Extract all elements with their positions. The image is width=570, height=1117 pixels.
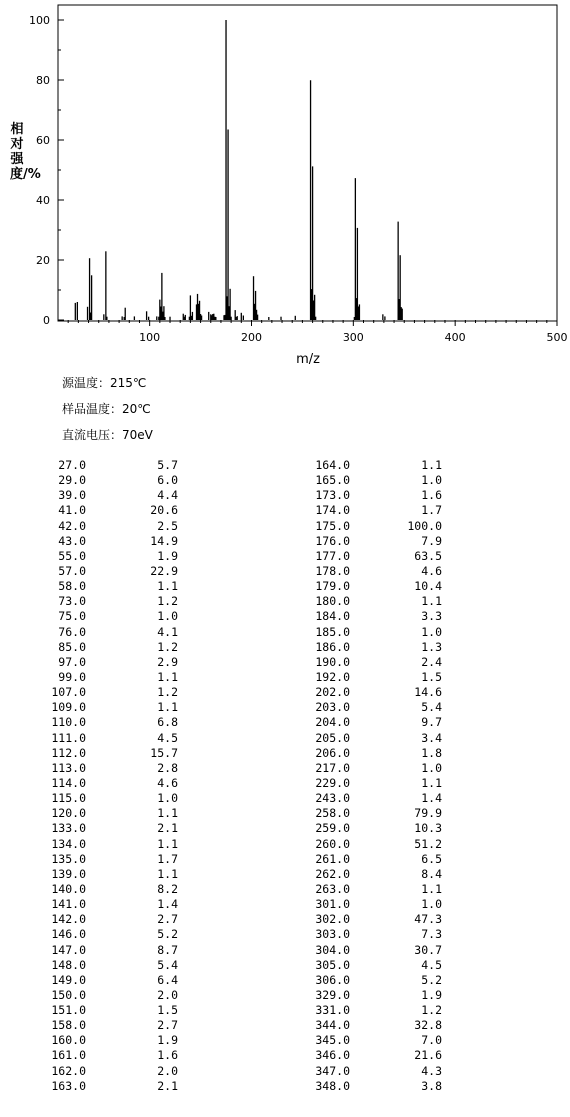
peak-table-row bbox=[48, 988, 188, 1003]
peak-mz-value: 306.0 bbox=[315, 972, 350, 987]
peak-mz-value: 202.0 bbox=[315, 685, 350, 700]
peak-intensity-value: 1.0 bbox=[421, 760, 442, 775]
peak-intensity-value: 8.7 bbox=[157, 942, 178, 957]
peak-intensity-value: 4.6 bbox=[421, 563, 442, 578]
peak-mz-value: 174.0 bbox=[315, 503, 350, 518]
peak-table-row bbox=[48, 685, 188, 700]
peak-table-row bbox=[312, 1048, 452, 1063]
x-tick-label: 400 bbox=[444, 331, 466, 344]
peak-mz-value: 176.0 bbox=[315, 533, 350, 548]
peak-mz-value: 346.0 bbox=[315, 1048, 350, 1063]
peak-intensity-value: 1.1 bbox=[421, 594, 442, 609]
peak-intensity-value: 1.6 bbox=[157, 1048, 178, 1063]
peak-table-row bbox=[48, 806, 188, 821]
peak-table-row bbox=[312, 700, 452, 715]
peak-table-row bbox=[48, 791, 188, 806]
peak-table-row bbox=[48, 534, 188, 549]
peak-mz-value: 55.0 bbox=[58, 548, 86, 563]
peak-table-row bbox=[48, 746, 188, 761]
peak-mz-value: 160.0 bbox=[51, 1033, 86, 1048]
peak-table-row bbox=[48, 579, 188, 594]
peak-intensity-value: 100.0 bbox=[407, 518, 442, 533]
peak-table-row bbox=[48, 715, 188, 730]
peak-table-row bbox=[312, 519, 452, 534]
peak-mz-value: 205.0 bbox=[315, 730, 350, 745]
peak-mz-value: 229.0 bbox=[315, 775, 350, 790]
peak-intensity-value: 1.5 bbox=[421, 669, 442, 684]
peak-table-row bbox=[48, 761, 188, 776]
peak-mz-value: 190.0 bbox=[315, 654, 350, 669]
peak-intensity-value: 1.9 bbox=[421, 987, 442, 1002]
peak-table-row bbox=[48, 882, 188, 897]
peak-mz-value: 261.0 bbox=[315, 851, 350, 866]
peak-table-row bbox=[312, 791, 452, 806]
peak-intensity-value: 2.0 bbox=[157, 987, 178, 1002]
peak-intensity-value: 30.7 bbox=[414, 942, 442, 957]
peak-mz-value: 133.0 bbox=[51, 821, 86, 836]
peak-table-row bbox=[48, 1033, 188, 1048]
peak-intensity-value: 1.4 bbox=[421, 791, 442, 806]
peak-intensity-value: 5.4 bbox=[421, 700, 442, 715]
peak-table-row bbox=[312, 625, 452, 640]
peak-table-row bbox=[48, 609, 188, 624]
peak-mz-value: 29.0 bbox=[58, 473, 86, 488]
peak-intensity-value: 2.7 bbox=[157, 912, 178, 927]
peak-table-row bbox=[48, 564, 188, 579]
peak-mz-value: 110.0 bbox=[51, 715, 86, 730]
peak-mz-value: 140.0 bbox=[51, 881, 86, 896]
peak-intensity-value: 1.2 bbox=[421, 1003, 442, 1018]
peak-mz-value: 27.0 bbox=[58, 458, 86, 472]
peak-mz-value: 135.0 bbox=[51, 851, 86, 866]
peak-table-row bbox=[312, 958, 452, 973]
peak-table-row bbox=[312, 685, 452, 700]
peak-mz-value: 301.0 bbox=[315, 897, 350, 912]
peak-mz-value: 243.0 bbox=[315, 791, 350, 806]
peak-intensity-value: 47.3 bbox=[414, 912, 442, 927]
peak-intensity-value: 1.1 bbox=[157, 866, 178, 881]
peak-table-row bbox=[312, 1018, 452, 1033]
peak-mz-value: 203.0 bbox=[315, 700, 350, 715]
peak-mz-value: 206.0 bbox=[315, 745, 350, 760]
peak-mz-value: 165.0 bbox=[315, 473, 350, 488]
peak-table-row bbox=[48, 655, 188, 670]
peak-mz-value: 260.0 bbox=[315, 836, 350, 851]
peak-table-row bbox=[312, 806, 452, 821]
peak-intensity-value: 1.0 bbox=[421, 624, 442, 639]
x-tick-label: 500 bbox=[546, 331, 568, 344]
peak-table-row bbox=[48, 1064, 188, 1079]
peak-intensity-value: 9.7 bbox=[421, 715, 442, 730]
peak-table-row bbox=[312, 761, 452, 776]
peak-mz-value: 75.0 bbox=[58, 609, 86, 624]
peak-intensity-value: 1.9 bbox=[157, 548, 178, 563]
peak-intensity-value: 2.1 bbox=[157, 821, 178, 836]
peak-table-row bbox=[48, 640, 188, 655]
peak-table-row bbox=[312, 564, 452, 579]
peak-mz-value: 163.0 bbox=[51, 1078, 86, 1093]
peak-table-row bbox=[48, 519, 188, 534]
peak-table-row bbox=[48, 852, 188, 867]
peak-table-row bbox=[48, 1018, 188, 1033]
peak-mz-value: 305.0 bbox=[315, 957, 350, 972]
peak-intensity-value: 7.0 bbox=[421, 1033, 442, 1048]
peak-intensity-value: 1.1 bbox=[157, 700, 178, 715]
peak-intensity-value: 1.1 bbox=[157, 669, 178, 684]
peak-mz-value: 173.0 bbox=[315, 488, 350, 503]
peak-intensity-value: 2.8 bbox=[157, 760, 178, 775]
peak-table-row bbox=[312, 912, 452, 927]
peak-mz-value: 43.0 bbox=[58, 533, 86, 548]
peak-table-row bbox=[48, 958, 188, 973]
peak-intensity-value: 3.4 bbox=[421, 730, 442, 745]
peak-mz-value: 180.0 bbox=[315, 594, 350, 609]
peak-mz-value: 142.0 bbox=[51, 912, 86, 927]
peak-mz-value: 73.0 bbox=[58, 594, 86, 609]
peak-table-row bbox=[48, 731, 188, 746]
peak-intensity-value: 1.1 bbox=[421, 458, 442, 472]
dc-voltage: 直流电压：70eV bbox=[62, 428, 153, 442]
peak-mz-value: 262.0 bbox=[315, 866, 350, 881]
peak-intensity-value: 4.5 bbox=[157, 730, 178, 745]
peak-table-row bbox=[48, 503, 188, 518]
peak-intensity-value: 14.6 bbox=[414, 685, 442, 700]
peak-table-row bbox=[312, 943, 452, 958]
peak-table-row bbox=[312, 594, 452, 609]
peak-table-row bbox=[48, 458, 188, 473]
peak-table-row bbox=[48, 1003, 188, 1018]
peak-table-row bbox=[48, 594, 188, 609]
peak-table-row bbox=[312, 897, 452, 912]
peak-intensity-value: 1.4 bbox=[157, 897, 178, 912]
peak-intensity-value: 63.5 bbox=[414, 548, 442, 563]
peak-intensity-value: 1.7 bbox=[421, 503, 442, 518]
peak-intensity-value: 79.9 bbox=[414, 806, 442, 821]
peak-table-row bbox=[48, 488, 188, 503]
peak-mz-value: 179.0 bbox=[315, 579, 350, 594]
peak-mz-value: 42.0 bbox=[58, 518, 86, 533]
peak-intensity-value: 6.5 bbox=[421, 851, 442, 866]
peak-table-row bbox=[48, 821, 188, 836]
peak-intensity-value: 3.3 bbox=[421, 609, 442, 624]
peak-table-row bbox=[312, 973, 452, 988]
peak-table-row bbox=[312, 776, 452, 791]
peak-mz-value: 141.0 bbox=[51, 897, 86, 912]
peak-intensity-value: 1.1 bbox=[157, 806, 178, 821]
peak-intensity-value: 1.0 bbox=[157, 609, 178, 624]
peak-intensity-value: 4.5 bbox=[421, 957, 442, 972]
peak-mz-value: 164.0 bbox=[315, 458, 350, 472]
peak-mz-value: 162.0 bbox=[51, 1063, 86, 1078]
x-tick-label: 300 bbox=[342, 331, 364, 344]
peak-mz-value: 258.0 bbox=[315, 806, 350, 821]
peak-table-row bbox=[48, 670, 188, 685]
peak-table-row bbox=[312, 488, 452, 503]
peak-mz-value: 107.0 bbox=[51, 685, 86, 700]
peak-table-row bbox=[48, 973, 188, 988]
peak-intensity-value: 1.2 bbox=[157, 639, 178, 654]
y-tick-label: 60 bbox=[36, 134, 50, 147]
peak-intensity-value: 4.6 bbox=[157, 775, 178, 790]
peak-table-row bbox=[312, 579, 452, 594]
y-tick-label: 0 bbox=[43, 314, 50, 327]
peak-intensity-value: 1.5 bbox=[157, 1003, 178, 1018]
peak-mz-value: 158.0 bbox=[51, 1018, 86, 1033]
peak-table-row bbox=[312, 1033, 452, 1048]
peak-intensity-value: 10.4 bbox=[414, 579, 442, 594]
peak-mz-value: 97.0 bbox=[58, 654, 86, 669]
peak-mz-value: 263.0 bbox=[315, 881, 350, 896]
peak-intensity-value: 2.1 bbox=[157, 1078, 178, 1093]
peak-mz-value: 348.0 bbox=[315, 1078, 350, 1093]
peak-table-row bbox=[48, 625, 188, 640]
peak-mz-value: 148.0 bbox=[51, 957, 86, 972]
peak-table-row bbox=[48, 549, 188, 564]
peak-mz-value: 185.0 bbox=[315, 624, 350, 639]
peak-table-column-1 bbox=[48, 458, 188, 1094]
peak-intensity-value: 1.1 bbox=[421, 881, 442, 896]
peak-intensity-value: 21.6 bbox=[414, 1048, 442, 1063]
peak-intensity-value: 1.9 bbox=[157, 1033, 178, 1048]
peak-intensity-value: 4.3 bbox=[421, 1063, 442, 1078]
peak-mz-value: 85.0 bbox=[58, 639, 86, 654]
peak-intensity-value: 6.0 bbox=[157, 473, 178, 488]
x-tick-label: 200 bbox=[240, 331, 262, 344]
y-tick-label: 40 bbox=[36, 194, 50, 207]
peak-table-row bbox=[48, 1079, 188, 1094]
peak-intensity-value: 1.2 bbox=[157, 594, 178, 609]
peak-intensity-value: 6.4 bbox=[157, 972, 178, 987]
peak-table-row bbox=[312, 837, 452, 852]
peak-intensity-value: 1.3 bbox=[421, 639, 442, 654]
peak-intensity-value: 32.8 bbox=[414, 1018, 442, 1033]
peak-mz-value: 151.0 bbox=[51, 1003, 86, 1018]
peak-intensity-value: 4.1 bbox=[157, 624, 178, 639]
peak-mz-value: 178.0 bbox=[315, 563, 350, 578]
peak-table-row bbox=[48, 867, 188, 882]
source-temperature: 源温度：215℃ bbox=[62, 376, 147, 390]
peak-mz-value: 99.0 bbox=[58, 669, 86, 684]
peak-table-row bbox=[48, 1048, 188, 1063]
peak-mz-value: 186.0 bbox=[315, 639, 350, 654]
peak-intensity-value: 2.7 bbox=[157, 1018, 178, 1033]
peak-intensity-value: 7.9 bbox=[421, 533, 442, 548]
peak-intensity-value: 3.8 bbox=[421, 1078, 442, 1093]
peak-mz-value: 114.0 bbox=[51, 775, 86, 790]
peak-table-row bbox=[312, 473, 452, 488]
peak-intensity-value: 6.8 bbox=[157, 715, 178, 730]
x-axis-ticks bbox=[68, 320, 567, 344]
peak-intensity-value: 1.8 bbox=[421, 745, 442, 760]
peak-mz-value: 303.0 bbox=[315, 927, 350, 942]
peak-table-row bbox=[312, 852, 452, 867]
y-tick-label: 80 bbox=[36, 74, 50, 87]
peak-intensity-value: 1.6 bbox=[421, 488, 442, 503]
peak-intensity-value: 7.3 bbox=[421, 927, 442, 942]
y-axis-label: 相对强度/% bbox=[10, 122, 41, 182]
peak-mz-value: 39.0 bbox=[58, 488, 86, 503]
peak-mz-value: 146.0 bbox=[51, 927, 86, 942]
peak-intensity-value: 8.4 bbox=[421, 866, 442, 881]
peak-intensity-value: 2.5 bbox=[157, 518, 178, 533]
peak-mz-value: 147.0 bbox=[51, 942, 86, 957]
peak-intensity-value: 10.3 bbox=[414, 821, 442, 836]
x-axis-label: m/z bbox=[296, 352, 320, 367]
peak-mz-value: 112.0 bbox=[51, 745, 86, 760]
peak-mz-value: 304.0 bbox=[315, 942, 350, 957]
peak-table-row bbox=[48, 943, 188, 958]
peak-mz-value: 184.0 bbox=[315, 609, 350, 624]
peak-mz-value: 120.0 bbox=[51, 806, 86, 821]
peak-intensity-value: 2.9 bbox=[157, 654, 178, 669]
peak-mz-value: 109.0 bbox=[51, 700, 86, 715]
x-tick-label: 100 bbox=[139, 331, 161, 344]
peak-table-row bbox=[48, 927, 188, 942]
peak-table-row bbox=[48, 837, 188, 852]
peak-mz-value: 161.0 bbox=[51, 1048, 86, 1063]
peak-table-row bbox=[312, 503, 452, 518]
peak-intensity-value: 1.1 bbox=[421, 775, 442, 790]
peak-mz-value: 134.0 bbox=[51, 836, 86, 851]
peak-mz-value: 302.0 bbox=[315, 912, 350, 927]
peak-table-row bbox=[312, 821, 452, 836]
peak-mz-value: 331.0 bbox=[315, 1003, 350, 1018]
peak-intensity-value: 4.4 bbox=[157, 488, 178, 503]
peak-mz-value: 139.0 bbox=[51, 866, 86, 881]
peak-table-row bbox=[312, 927, 452, 942]
peak-mz-value: 58.0 bbox=[58, 579, 86, 594]
peak-table-row bbox=[48, 700, 188, 715]
peak-bars bbox=[75, 20, 402, 320]
peak-table-row bbox=[312, 640, 452, 655]
peak-intensity-value: 14.9 bbox=[150, 533, 178, 548]
peak-intensity-value: 15.7 bbox=[150, 745, 178, 760]
sample-temperature: 样品温度：20℃ bbox=[62, 402, 151, 416]
peak-mz-value: 344.0 bbox=[315, 1018, 350, 1033]
mass-spectrum-chart bbox=[0, 0, 570, 370]
peak-table-column-2 bbox=[312, 458, 452, 1094]
peak-table-row bbox=[312, 867, 452, 882]
peak-intensity-value: 1.2 bbox=[157, 685, 178, 700]
peak-table-row bbox=[312, 1064, 452, 1079]
peak-intensity-value: 5.7 bbox=[157, 458, 178, 472]
peak-intensity-value: 8.2 bbox=[157, 881, 178, 896]
peak-intensity-value: 51.2 bbox=[414, 836, 442, 851]
peak-intensity-value: 5.2 bbox=[421, 972, 442, 987]
peak-mz-value: 259.0 bbox=[315, 821, 350, 836]
peak-intensity-value: 1.0 bbox=[421, 897, 442, 912]
peak-table-row bbox=[312, 731, 452, 746]
peak-table-row bbox=[48, 776, 188, 791]
peak-intensity-value: 20.6 bbox=[150, 503, 178, 518]
peak-mz-value: 149.0 bbox=[51, 972, 86, 987]
instrument-parameters bbox=[62, 370, 153, 448]
y-tick-label: 100 bbox=[29, 14, 50, 27]
peak-mz-value: 192.0 bbox=[315, 669, 350, 684]
peak-intensity-value: 1.1 bbox=[157, 836, 178, 851]
peak-intensity-value: 2.0 bbox=[157, 1063, 178, 1078]
peak-table-row bbox=[312, 534, 452, 549]
peak-table-row bbox=[312, 670, 452, 685]
peak-mz-value: 57.0 bbox=[58, 563, 86, 578]
peak-table-row bbox=[312, 609, 452, 624]
peak-table-row bbox=[312, 655, 452, 670]
peak-intensity-value: 1.1 bbox=[157, 579, 178, 594]
peak-mz-value: 329.0 bbox=[315, 987, 350, 1002]
peak-table-row bbox=[48, 912, 188, 927]
peak-table-row bbox=[48, 473, 188, 488]
peak-intensity-value: 22.9 bbox=[150, 563, 178, 578]
peak-intensity-value: 2.4 bbox=[421, 654, 442, 669]
peak-mz-value: 177.0 bbox=[315, 548, 350, 563]
peak-table-row bbox=[312, 1079, 452, 1094]
peak-table-row bbox=[312, 1003, 452, 1018]
peak-table-row bbox=[312, 988, 452, 1003]
peak-table-row bbox=[312, 715, 452, 730]
peak-mz-value: 150.0 bbox=[51, 987, 86, 1002]
y-tick-label: 20 bbox=[36, 254, 50, 267]
peak-mz-value: 345.0 bbox=[315, 1033, 350, 1048]
peak-intensity-value: 1.7 bbox=[157, 851, 178, 866]
peak-mz-value: 111.0 bbox=[51, 730, 86, 745]
peak-mz-value: 76.0 bbox=[58, 624, 86, 639]
peak-mz-value: 115.0 bbox=[51, 791, 86, 806]
peak-mz-value: 217.0 bbox=[315, 760, 350, 775]
peak-intensity-value: 1.0 bbox=[421, 473, 442, 488]
peak-table-row bbox=[312, 458, 452, 473]
peak-mz-value: 347.0 bbox=[315, 1063, 350, 1078]
peak-intensity-value: 5.2 bbox=[157, 927, 178, 942]
peak-table-row bbox=[312, 549, 452, 564]
peak-mz-value: 113.0 bbox=[51, 760, 86, 775]
peak-mz-value: 204.0 bbox=[315, 715, 350, 730]
peak-mz-value: 41.0 bbox=[58, 503, 86, 518]
peak-mz-value: 175.0 bbox=[315, 518, 350, 533]
peak-intensity-value: 5.4 bbox=[157, 957, 178, 972]
peak-table-row bbox=[312, 746, 452, 761]
peak-table-row bbox=[312, 882, 452, 897]
peak-table-row bbox=[48, 897, 188, 912]
peak-intensity-value: 1.0 bbox=[157, 791, 178, 806]
plot-frame bbox=[58, 5, 557, 321]
